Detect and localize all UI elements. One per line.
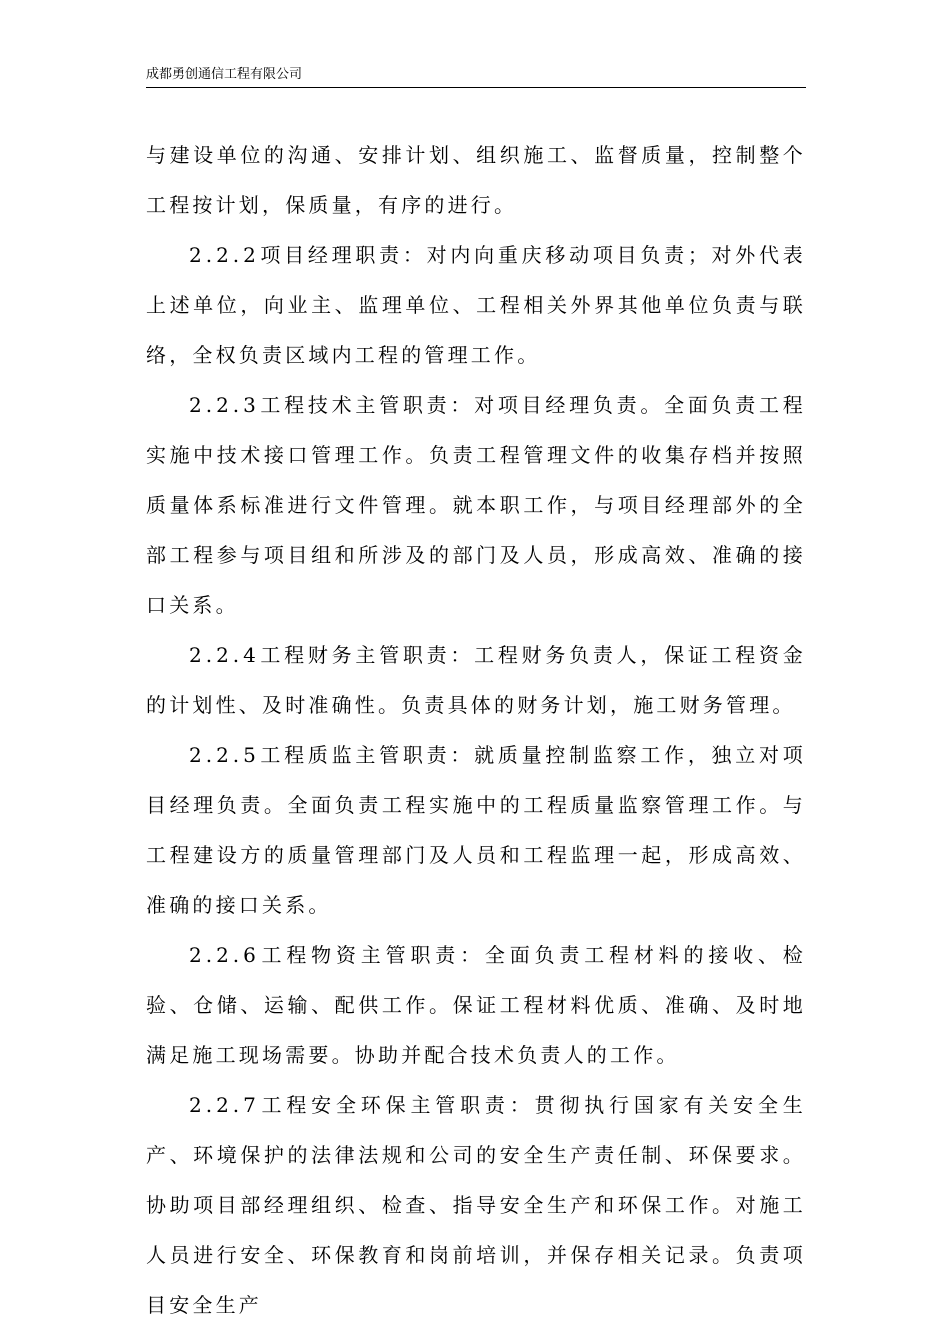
header-company-name: 成都勇创通信工程有限公司 <box>146 67 303 82</box>
paragraph-continuation <box>146 130 806 230</box>
section-number: 2.2.7 <box>189 1093 260 1117</box>
paragraph-text: 工程技术主管职责：对项目经理负责。全面负责工程实施中技术接口管理工作。负责工程管理文件的收集存档并按照质量体系标准进行文件管理。就本职工作，与项目经理部外的全部工程参与项目组和所涉及的部门及人员，形成高效、准确的接口关系。 <box>146 393 806 617</box>
paragraph-text: 与建设单位的沟通、安排计划、组织施工、监督质量，控制整个工程按计划，保质量，有序的进行。 <box>146 143 806 217</box>
section-number: 2.2.5 <box>189 743 260 767</box>
paragraph-2-2-3 <box>146 380 806 630</box>
paragraph-2-2-2 <box>146 230 806 380</box>
section-number: 2.2.4 <box>189 643 260 667</box>
paragraph-text: 工程物资主管职责：全面负责工程材料的接收、检验、仓储、运输、配供工作。保证工程材料优质、准确、及时地满足施工现场需要。协助并配合技术负责人的工作。 <box>146 943 806 1067</box>
paragraph-text: 工程财务主管职责：工程财务负责人，保证工程资金的计划性、及时准确性。负责具体的财务计划，施工财务管理。 <box>146 643 806 717</box>
section-number: 2.2.3 <box>189 393 260 417</box>
paragraph-2-2-6 <box>146 930 806 1080</box>
section-number: 2.2.6 <box>189 943 260 967</box>
section-number: 2.2.2 <box>189 243 260 267</box>
paragraph-text: 工程安全环保主管职责：贯彻执行国家有关安全生产、环境保护的法律法规和公司的安全生产责任制、环保要求。协助项目部经理组织、检查、指导安全生产和环保工作。对施工人员进行安全、环保教育和岗前培训，并保存相关记录。负责项目安全生产 <box>146 1093 806 1317</box>
document-body <box>146 130 806 1330</box>
paragraph-text: 工程质监主管职责：就质量控制监察工作，独立对项目经理负责。全面负责工程实施中的工程质量监察管理工作。与工程建设方的质量管理部门及人员和工程监理一起，形成高效、准确的接口关系。 <box>146 743 806 917</box>
paragraph-2-2-5 <box>146 730 806 930</box>
paragraph-text: 项目经理职责：对内向重庆移动项目负责；对外代表上述单位，向业主、监理单位、工程相关外界其他单位负责与联络，全权负责区域内工程的管理工作。 <box>146 243 806 367</box>
page-header <box>146 66 806 88</box>
paragraph-2-2-7 <box>146 1080 806 1330</box>
paragraph-2-2-4 <box>146 630 806 730</box>
